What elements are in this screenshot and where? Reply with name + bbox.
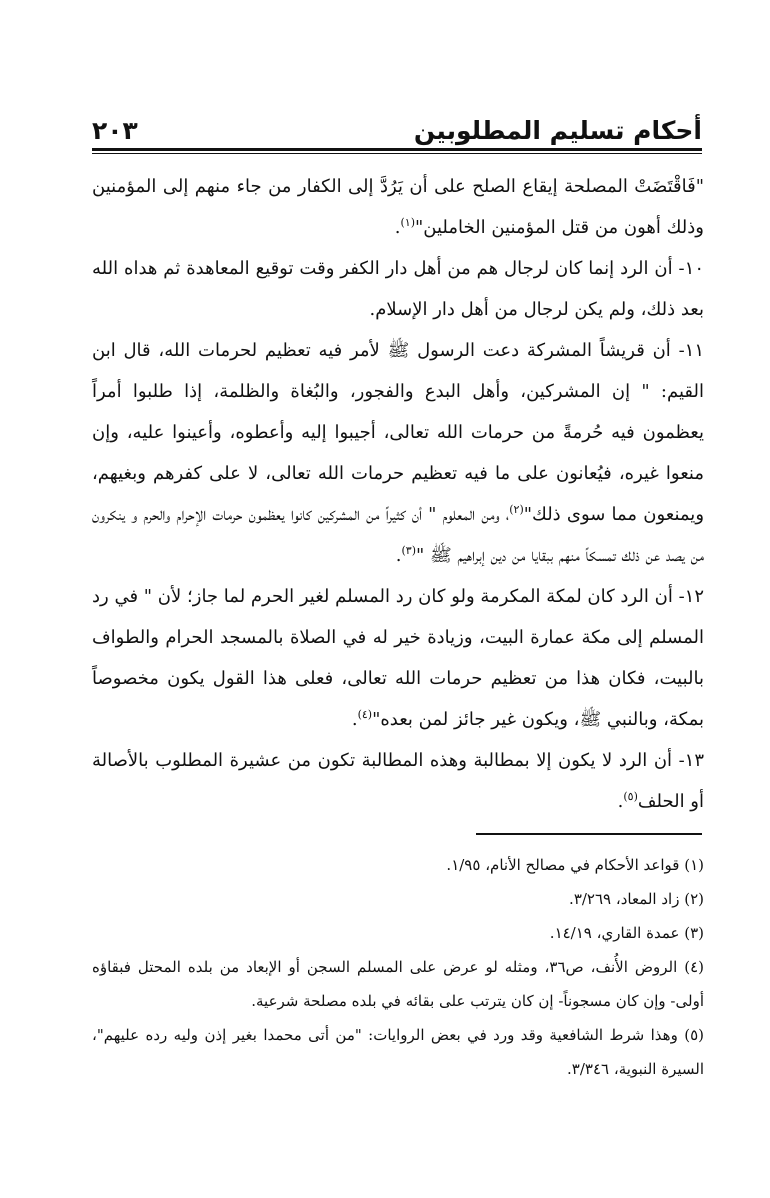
footnote-ref: (٤) (357, 708, 373, 721)
footnote-separator (476, 833, 702, 835)
footnote-5: (٥) وهذا شرط الشافعية وقد ورد في بعض الروايات: "من أتى محمدا بغير إذن وليه رده عليهم"، السيرة النبوية، ٣/٣٤٦. (92, 1026, 704, 1078)
paragraph-12: ١٢- أن الرد كان لمكة المكرمة ولو كان رد المسلم لغير الحرم لما جاز؛ لأن " في رد المسلم إلى مكة عمارة البيت، وزيادة خير له في الصلاة بالمسجد الحرام والطواف بالبيت، فكان هذا من تعظيم حرمات الله تعالى، فعلى هذا القول يكون مخصوصاً بمكة، وبالنبي ﷺ، ويكون غير جائز لمن بعده"$^{(٤)}$. (92, 586, 704, 730)
paragraph-10: ١٠- أن الرد إنما كان لرجال هم من أهل دار الكفر وقت توقيع المعاهدة ثم هداه الله بعد ذلك، ولم يكن لرجال من أهل دار الإسلام. (92, 258, 704, 320)
header-rule-thin (92, 153, 702, 154)
running-header (92, 108, 702, 146)
footnote-1: (١) قواعد الأحكام في مصالح الأنام، ١/٩٥. (446, 856, 704, 874)
page-number: ٢٠٣ (92, 116, 138, 145)
paragraph-13: ١٣- أن الرد لا يكون إلا بمطالبة وهذه المطالبة تكون من عشيرة المطلوب بالأصالة أو الحلف$^{(٥)}$. (92, 750, 704, 812)
paragraph-quote: "فَاقْتَضَتْ المصلحة إيقاع الصلح على أن يَرُدَّ إلى الكفار من جاء منهم إلى المؤمنين وذلك أهون من قتل المؤمنين الخاملين"$^{(١)}$. (92, 176, 704, 238)
footnote-4: (٤) الروض الأُنف، ص٣٦، ومثله لو عرض على المسلم السجن أو الإبعاد من بلده المحتل فبقاؤه أولى- وإن كان مسجوناً- إن كان يترتب على بقائه في بلده مصلحة شرعية. (92, 958, 704, 1010)
footnote-ref: (٢) (509, 503, 524, 516)
footnote-3: (٣) عمدة القاري، ١٤/١٩. (549, 924, 704, 942)
main-text (92, 166, 704, 822)
footnote-ref: (٣) (401, 544, 416, 557)
paragraph-11: ١١- أن قريشاً المشركة دعت الرسول ﷺ لأمر فيه تعظيم لحرمات الله، قال ابن القيم: " إن المشركين، وأهل البدع والفجور، والبُغاة والظلمة، إذا طلبوا أمراً يعظمون فيه حُرمةً من حرمات الله تعالى، أجيبوا إليه وأعطوه، وأعينوا عليه، وإن منعوا غيره، فيُعانون على ما فيه تعظيم حرمات الله تعالى، لا على كفرهم وبغيهم، ويمنعون مما سوى ذلك"$^{(٢)}$، ومن المعلوم " أن كثيراً من المشركين كانوا يعظمون حرمات الإحرام والحرم و ينكرون من يصد عن ذلك تمسكاً منهم ببقايا من دين إبراهيم ﷺ "$^{(٣)}$. (92, 340, 705, 566)
header-title: أحكام تسليم المطلوبين (413, 116, 702, 145)
footnote-2: (٢) زاد المعاد، ٣/٢٦٩. (569, 890, 704, 908)
footnote-ref: (١) (400, 216, 415, 229)
footnote-ref: (٥) (623, 790, 638, 803)
footnotes (92, 848, 704, 1086)
header-rule-thick (92, 148, 702, 151)
